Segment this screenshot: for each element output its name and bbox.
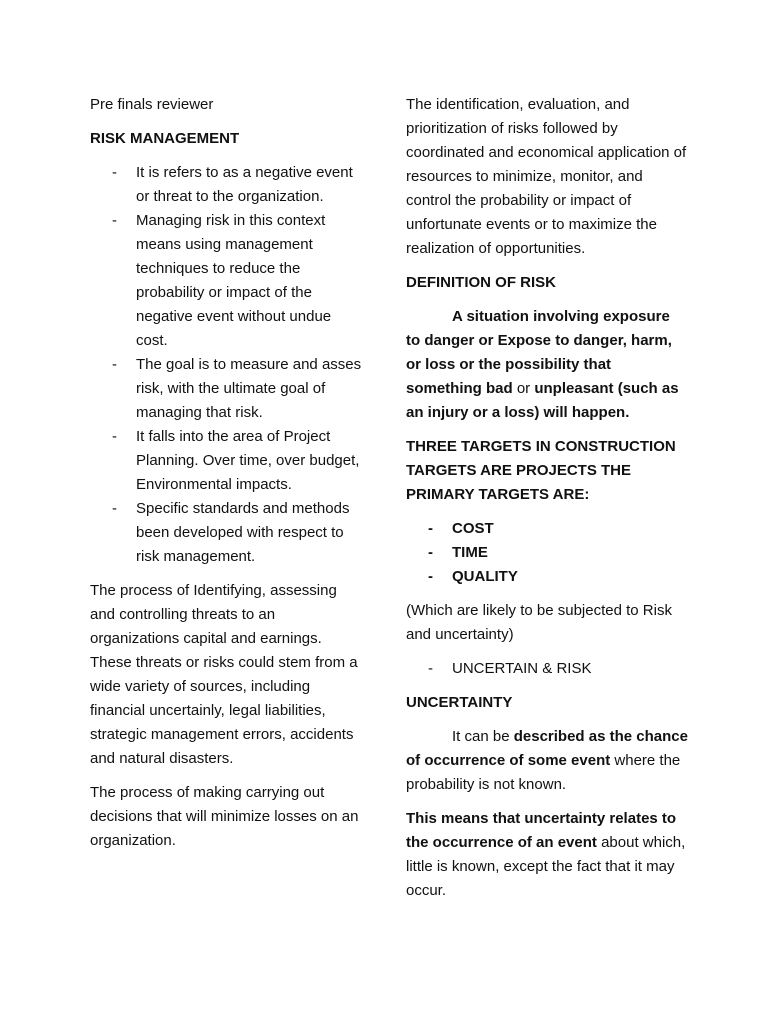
targets-heading: THREE TARGETS IN CONSTRUCTION TARGETS ARE PROJECTS THE PRIMARY TARGETS ARE: bbox=[406, 438, 676, 503]
uncertainty-def-bold: described as the chance of occurrence of some event bbox=[406, 728, 688, 769]
bullet-marker: - bbox=[112, 212, 117, 229]
bullet-marker: - bbox=[112, 356, 117, 373]
target-quality: QUALITY bbox=[452, 568, 518, 585]
process-paragraph-2: The process of making carrying out decisions that will minimize losses on an organization. bbox=[90, 784, 359, 849]
list-item bbox=[90, 161, 362, 209]
bullet-marker: - bbox=[112, 500, 117, 517]
list-item-text: It is refers to as a negative event or threat to the organization. bbox=[136, 164, 353, 205]
list-item bbox=[90, 209, 362, 353]
uncertainty-note-tail: about which, little is known, except the fact that it may occur. bbox=[406, 834, 686, 899]
list-item bbox=[90, 425, 362, 497]
uncertainty-definition bbox=[406, 725, 688, 797]
list-item bbox=[90, 353, 362, 425]
targets-note: (Which are likely to be subjected to Risk and uncertainty) bbox=[406, 602, 672, 643]
targets-list bbox=[406, 517, 688, 589]
risk-management-heading: RISK MANAGEMENT bbox=[90, 130, 240, 147]
list-item bbox=[406, 541, 688, 565]
definition-part-2: unpleasant (such as an injury or a loss) will happen. bbox=[406, 380, 679, 421]
definition-heading: DEFINITION OF RISK bbox=[406, 274, 556, 291]
uncertain-list bbox=[406, 657, 688, 681]
uncertainty-note bbox=[406, 807, 688, 903]
list-item bbox=[406, 517, 688, 541]
list-item-text: Managing risk in this context means using management techniques to reduce the probability or impact of the negative event without undue cost. bbox=[136, 212, 332, 349]
reviewer-title: Pre finals reviewer bbox=[90, 96, 214, 113]
definition-part-1: A situation involving exposure to danger or Expose to danger, harm, or loss or the possibility that something bad bbox=[406, 308, 672, 397]
process-paragraph-1: The process of Identifying, assessing and controlling threats to an organizations capital and earnings. These threats or risks could stem from a wide variety of sources, including financial uncertainly, legal liabilities, strategic management errors, accidents and natural disasters. bbox=[90, 582, 358, 767]
target-cost: COST bbox=[452, 520, 494, 537]
list-item-text: It falls into the area of Project Planning. Over time, over budget, Environmental impacts. bbox=[136, 428, 360, 493]
bullet-marker: - bbox=[428, 520, 433, 537]
list-item-text: The goal is to measure and asses risk, with the ultimate goal of managing that risk. bbox=[136, 356, 362, 421]
definition-paragraph bbox=[406, 305, 688, 425]
uncertain-risk-item: UNCERTAIN & RISK bbox=[452, 660, 592, 677]
list-item bbox=[406, 657, 688, 681]
bullet-marker: - bbox=[428, 660, 433, 677]
risk-management-list bbox=[90, 161, 362, 569]
list-item bbox=[406, 565, 688, 589]
left-column bbox=[90, 93, 362, 863]
bullet-marker: - bbox=[112, 428, 117, 445]
bullet-marker: - bbox=[428, 544, 433, 561]
bullet-marker: - bbox=[428, 568, 433, 585]
bullet-marker: - bbox=[112, 164, 117, 181]
right-column bbox=[406, 93, 688, 913]
uncertainty-def-tail: where the probability is not known. bbox=[406, 752, 681, 793]
uncertainty-note-bold: This means that uncertainty relates to the occurrence of an event bbox=[406, 810, 677, 851]
list-item bbox=[90, 497, 362, 569]
uncertainty-def-lead: It can be bbox=[452, 728, 514, 745]
list-item-text: Specific standards and methods been developed with respect to risk management. bbox=[136, 500, 350, 565]
intro-paragraph: The identification, evaluation, and prioritization of risks followed by coordinated and economical application of resources to minimize, monitor, and control the probability or impact of unfortunate events or to maximize the realization of opportunities. bbox=[406, 96, 687, 257]
target-time: TIME bbox=[452, 544, 488, 561]
definition-connector: or bbox=[512, 380, 535, 397]
uncertainty-heading: UNCERTAINTY bbox=[406, 694, 513, 711]
